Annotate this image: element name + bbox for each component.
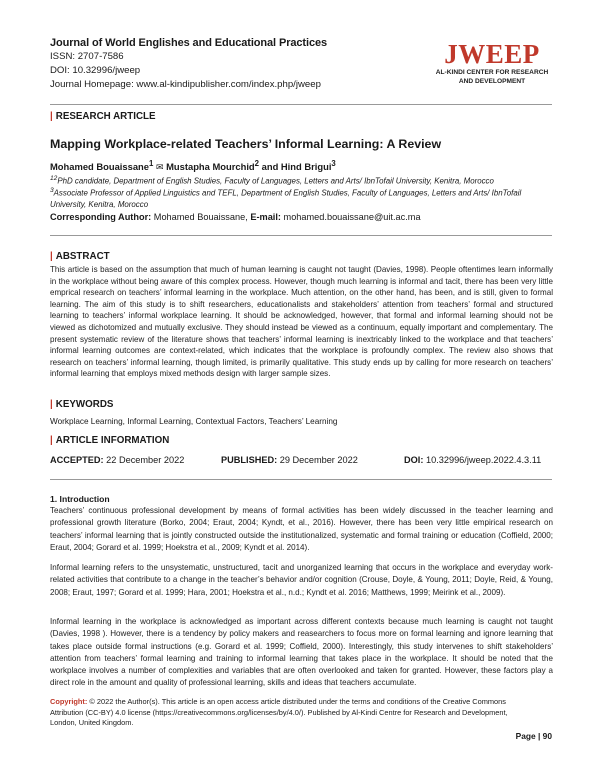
journal-logo (432, 40, 552, 86)
author-3: Hind Brigui (280, 161, 332, 173)
section-bar-icon: | (50, 435, 53, 446)
author-2-sup: 2 (254, 159, 260, 168)
article-doi (404, 455, 541, 465)
intro-paragraph-1: Teachers’ continuous professional development by means of formal activities has been widely discussed in the teacher learning and professional growth literature (Borko, 2004; Eraut, 2004; Kyndt, et al., 2016). However, there has been very little empirical research on teachers’ informal learning that is jointly constructed outside the institutionalized, systematic and formal training or education (Coffield, 2000; Eraut, 2004; Gorard et al. 1999; Hoekstra et al., 2009; Kyndt et al. 2014). (50, 506, 553, 552)
section-bar-icon: | (50, 111, 53, 122)
logo-text: JWEEP (444, 39, 540, 69)
journal-issn: ISSN: 2707-7586 (50, 51, 124, 62)
keywords-heading-label: KEYWORDS (55, 399, 114, 410)
keywords-text: Workplace Learning, Informal Learning, Contextual Factors, Teachers’ Learning (50, 417, 338, 426)
published-value: 29 December 2022 (279, 455, 358, 465)
affiliation-12-text: PhD candidate, Department of English Studies, Faculty of Languages, Letters and Arts/ IbnTofail University, Kenitra, Morocco (57, 176, 494, 186)
affiliation-3-text: Associate Professor of Applied Linguistics and TEFL, Department of English Studies, Faculty of Languages, Letters and Arts/ IbnTofail University, Kenitra, Morocco (50, 188, 522, 210)
journal-name: Journal of World Englishes and Educational Practices (50, 37, 327, 49)
affiliation-3-sup: 3 (50, 187, 54, 194)
email-label: E-mail: (250, 212, 281, 222)
page-number-value: 90 (542, 731, 552, 741)
article-type-label: RESEARCH ARTICLE (55, 111, 156, 122)
affiliation-3 (50, 185, 555, 211)
page-label: Page | (515, 731, 541, 741)
corresponding-name: Mohamed Bouaissane, (153, 212, 248, 222)
corresponding-label: Corresponding Author: (50, 212, 152, 222)
author-1: Mohamed Bouaissane (50, 161, 149, 173)
journal-homepage: Journal Homepage: www.al-kindipublisher.com/index.php/jweep (50, 79, 321, 90)
abstract-heading-label: ABSTRACT (55, 251, 110, 262)
logo-sub-2: AND DEVELOPMENT (458, 78, 526, 85)
accepted-label: ACCEPTED: (50, 455, 104, 465)
corresponding-author (50, 212, 421, 222)
mail-icon[interactable]: ✉ (155, 162, 164, 173)
doi-value[interactable]: 10.32996/jweep.2022.4.3.11 (425, 455, 542, 465)
article-info-heading-label: ARTICLE INFORMATION (55, 435, 170, 446)
journal-doi: DOI: 10.32996/jweep (50, 65, 141, 76)
abstract-text: This article is based on the assumption that much of human learning is caught not taught (Davies, 1998). People oftentimes learn informally in the workplace without being aware of this complex process. However, though much learning is informal and tacit, there has been very little emprical research on teachers’ informal learning in the workplace. Much attention, on the other hand, has been, and is still, given to formal learning. The aim of this study is to shift researchers, educationalists and stakeholders’ attention from teachers’ formal and structured learning to teachers’ informal workplace learning. It should be acknowledged, however, that formal and informal learning should not be viewed as dichotomized and mutually exclusive. They should instead be viewed as a continuum, equally important and complementary. The present systematic review of the literature shows that teachers’ informal learning is inextricably linked to the workplace and that teachers’ informal learning outcomes are context-related, which indicates that the workplace is profoundly complex. The review also shows that research on teachers’ informal learning, though limited, is primarily qualitative. This study ends up by calling for more research on teachers’ informal learning that employs mixed methods design with larger sample sizes. (50, 265, 553, 379)
published-label: PUBLISHED: (221, 455, 278, 465)
introduction-heading: 1. Introduction (50, 494, 110, 504)
accepted-date (50, 455, 184, 465)
intro-paragraph-3: Informal learning in the workplace is acknowledged as important across different contexts because much learning is caught not taught (Davies, 1998 ). However, there is a tendency by policy makers and reasearchers to focus more on formal learning and ignore learning that takes place outside formal instructions (e.g. Gorard et al. 1999; Coffield, 2000). Interestingly, this study intervenes to shift stakeholders’ attention from teachers’ formal learning and training to informal learning that takes place in the workplace. It should be noted that the workplace involves a number of complexities and variables that are often overlooked and taken for granted. However, these factors play a direct role in the amount and quality of professional learning, skills and ideas that teachers accumulate. (50, 617, 553, 688)
logo-sub-1: AL-KINDI CENTER FOR RESEARCH (435, 69, 549, 76)
corresponding-email[interactable]: mohamed.bouaissane@uit.ac.ma (283, 212, 421, 222)
abstract-divider (50, 235, 552, 236)
author-1-sup: 1 (148, 159, 154, 168)
author-2: Mustapha Mourchid (166, 161, 255, 173)
doi-label: DOI: (404, 455, 424, 465)
article-title: Mapping Workplace-related Teachers’ Informal Learning: A Review (50, 137, 442, 151)
keywords-heading (50, 399, 113, 410)
section-bar-icon: | (50, 399, 53, 410)
section-bar-icon: | (50, 251, 53, 262)
affiliation-12-sup: 12 (50, 175, 58, 182)
page-number (516, 731, 552, 741)
article-type (50, 111, 156, 122)
copyright-label: Copyright: (50, 697, 88, 706)
info-divider (50, 479, 552, 480)
accepted-value: 22 December 2022 (106, 455, 185, 465)
copyright-notice (50, 697, 520, 729)
author-list (50, 159, 336, 173)
author-and: and (261, 161, 279, 173)
copyright-text: © 2022 the Author(s). This article is an open access article distributed under the terms and conditions of the Creative Commons Attribution (CC-BY) 4.0 license (https://creativecommons.org/licenses/by/4.0/). Published by Al-Kindi Centre for Research and Development, London, United Kingdom. (50, 697, 508, 728)
journal-header (50, 37, 430, 91)
intro-paragraph-2: Informal learning refers to the unsystematic, unstructured, tacit and unorganized learning that occurs in the workplace and everyday work-related activities that contribute to a change in the teacher’s behavior and/or cognition (Crouse, Doyle, & Young, 2011; Doyle, Reid, & Young, 2008; Eraut, 1997; Gorard et al. 1999; Hara, 2001; Hoekstra et al., n.d.; Kyndt et al. 2016; Matthews, 1999; Meirink et al., 2009). (50, 563, 553, 597)
article-info-heading (50, 435, 169, 446)
header-divider (50, 104, 552, 105)
author-3-sup: 3 (331, 159, 336, 168)
abstract-heading (50, 251, 110, 262)
published-date (221, 455, 358, 465)
